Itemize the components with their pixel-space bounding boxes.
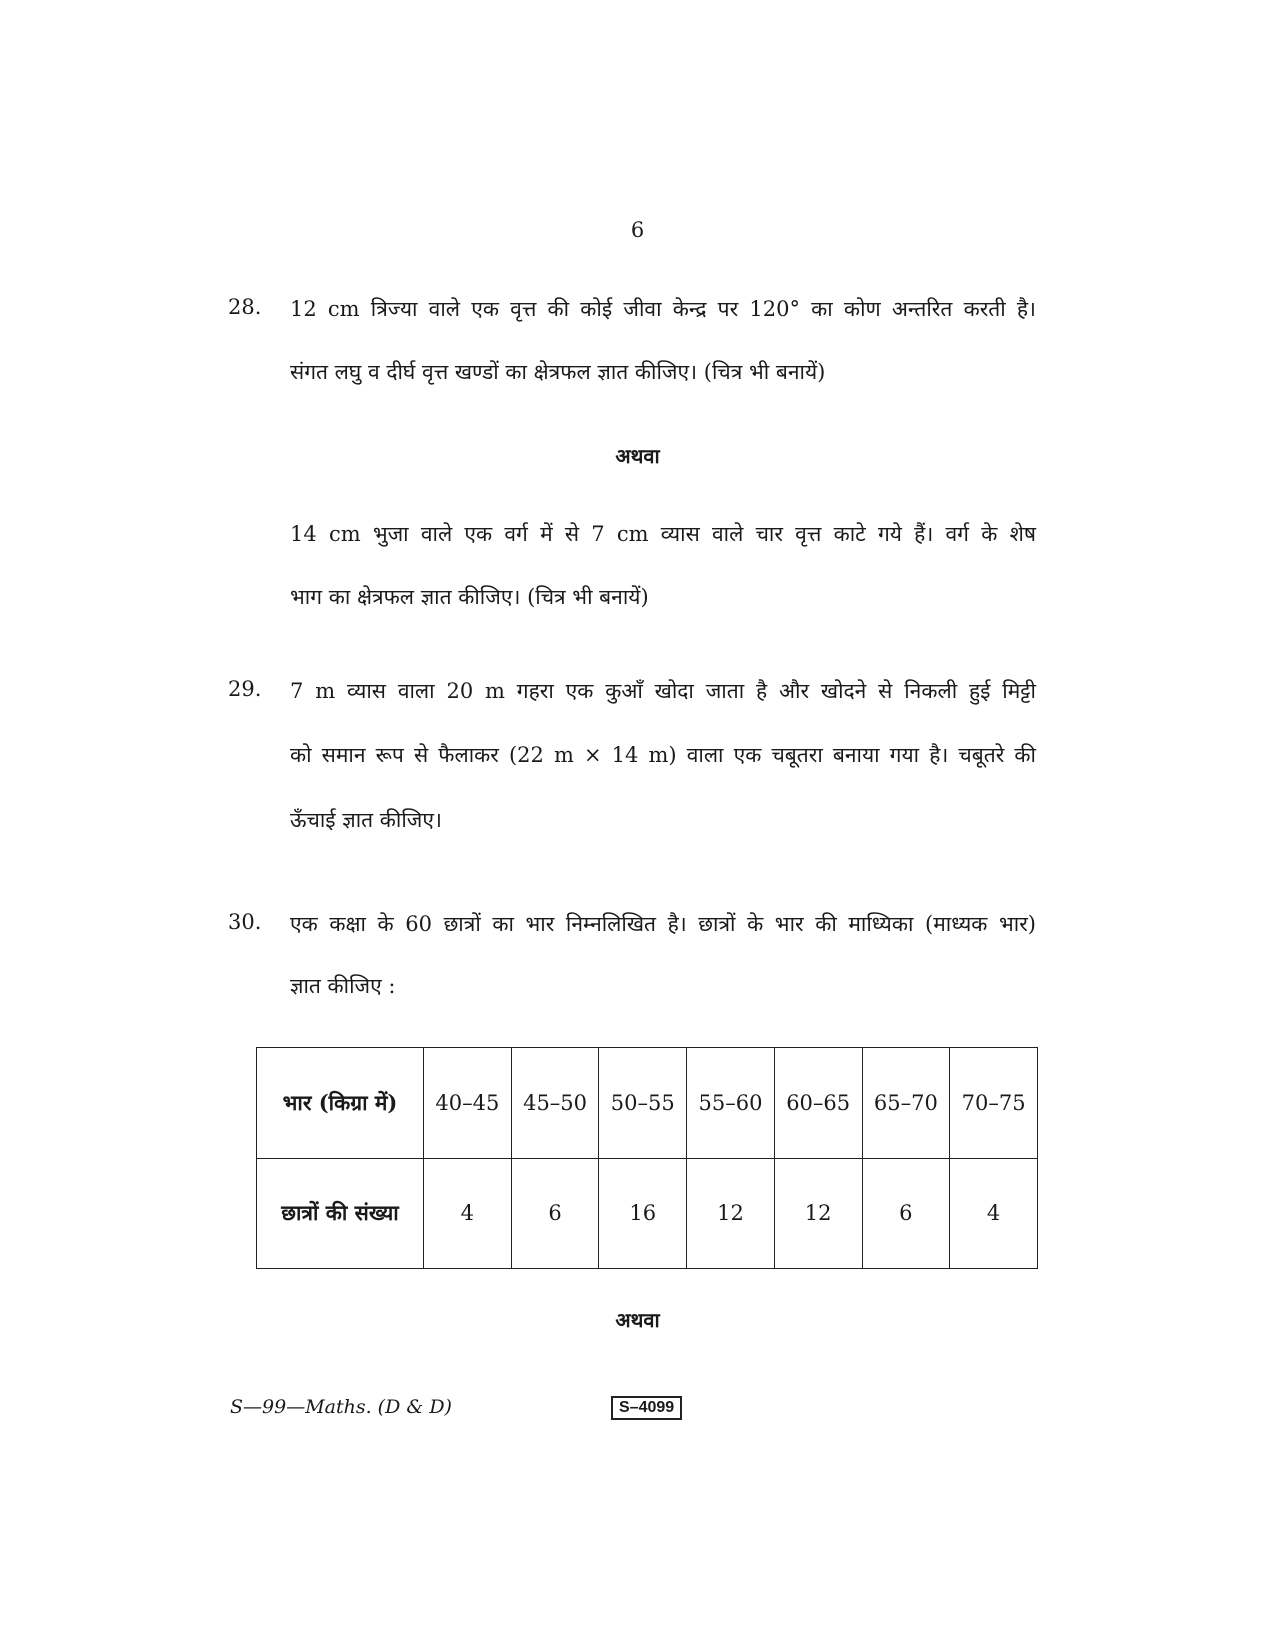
weight-cell: 55–60 bbox=[687, 1048, 775, 1159]
question-30-line-2: ज्ञात कीजिए : bbox=[290, 974, 396, 998]
question-29-line-2: को समान रूप से फैलाकर (22 m × 14 m) वाला एक चबूतरा बनाया गया है। चबूतरे की bbox=[290, 743, 1036, 767]
question-28-line-2: संगत लघु व दीर्घ वृत्त खण्डों का क्षेत्रफल ज्ञात कीजिए। (चित्र भी बनायें) bbox=[290, 360, 826, 384]
footer-paper-code: S–4099 bbox=[611, 1396, 682, 1420]
question-28-line-1: 12 cm त्रिज्या वाले एक वृत्त की कोई जीवा केन्द्र पर 120° का कोण अन्तरित करती है। bbox=[290, 297, 1036, 321]
weight-cell: 60–65 bbox=[774, 1048, 862, 1159]
or-heading-28: अथवा bbox=[615, 444, 660, 468]
weight-cell: 40–45 bbox=[424, 1048, 512, 1159]
weight-row-header: भार (किग्रा में) bbox=[257, 1048, 424, 1159]
count-cell: 6 bbox=[862, 1158, 950, 1269]
or-heading-30: अथवा bbox=[615, 1308, 660, 1332]
table-row bbox=[257, 1158, 1038, 1269]
weight-distribution-table bbox=[256, 1047, 1038, 1269]
count-cell: 4 bbox=[424, 1158, 512, 1269]
table-row bbox=[257, 1048, 1038, 1159]
count-cell: 16 bbox=[599, 1158, 687, 1269]
count-cell: 4 bbox=[950, 1158, 1038, 1269]
question-28-number: 28. bbox=[228, 295, 262, 319]
question-30-number: 30. bbox=[228, 910, 262, 934]
question-30-line-1: एक कक्षा के 60 छात्रों का भार निम्नलिखित है। छात्रों के भार की माध्यिका (माध्यक भार) bbox=[290, 912, 1036, 936]
question-28-alt-line-1: 14 cm भुजा वाले एक वर्ग में से 7 cm व्यास वाले चार वृत्त काटे गये हैं। वर्ग के शेष bbox=[290, 522, 1036, 546]
count-cell: 6 bbox=[511, 1158, 599, 1269]
question-29-line-3: ऊँचाई ज्ञात कीजिए। bbox=[290, 808, 442, 832]
question-29-line-1: 7 m व्यास वाला 20 m गहरा एक कुआँ खोदा जाता है और खोदने से निकली हुई मिट्टी bbox=[290, 679, 1036, 703]
count-cell: 12 bbox=[687, 1158, 775, 1269]
footer-subject: S—99—Maths. (D & D) bbox=[230, 1396, 452, 1418]
weight-cell: 65–70 bbox=[862, 1048, 950, 1159]
count-cell: 12 bbox=[774, 1158, 862, 1269]
question-29-number: 29. bbox=[228, 677, 262, 701]
weight-cell: 70–75 bbox=[950, 1048, 1038, 1159]
page-number: 6 bbox=[630, 218, 645, 242]
count-row-header: छात्रों की संख्या bbox=[257, 1158, 424, 1269]
question-28-alt-line-2: भाग का क्षेत्रफल ज्ञात कीजिए। (चित्र भी बनायें) bbox=[290, 585, 649, 609]
weight-cell: 50–55 bbox=[599, 1048, 687, 1159]
weight-cell: 45–50 bbox=[511, 1048, 599, 1159]
